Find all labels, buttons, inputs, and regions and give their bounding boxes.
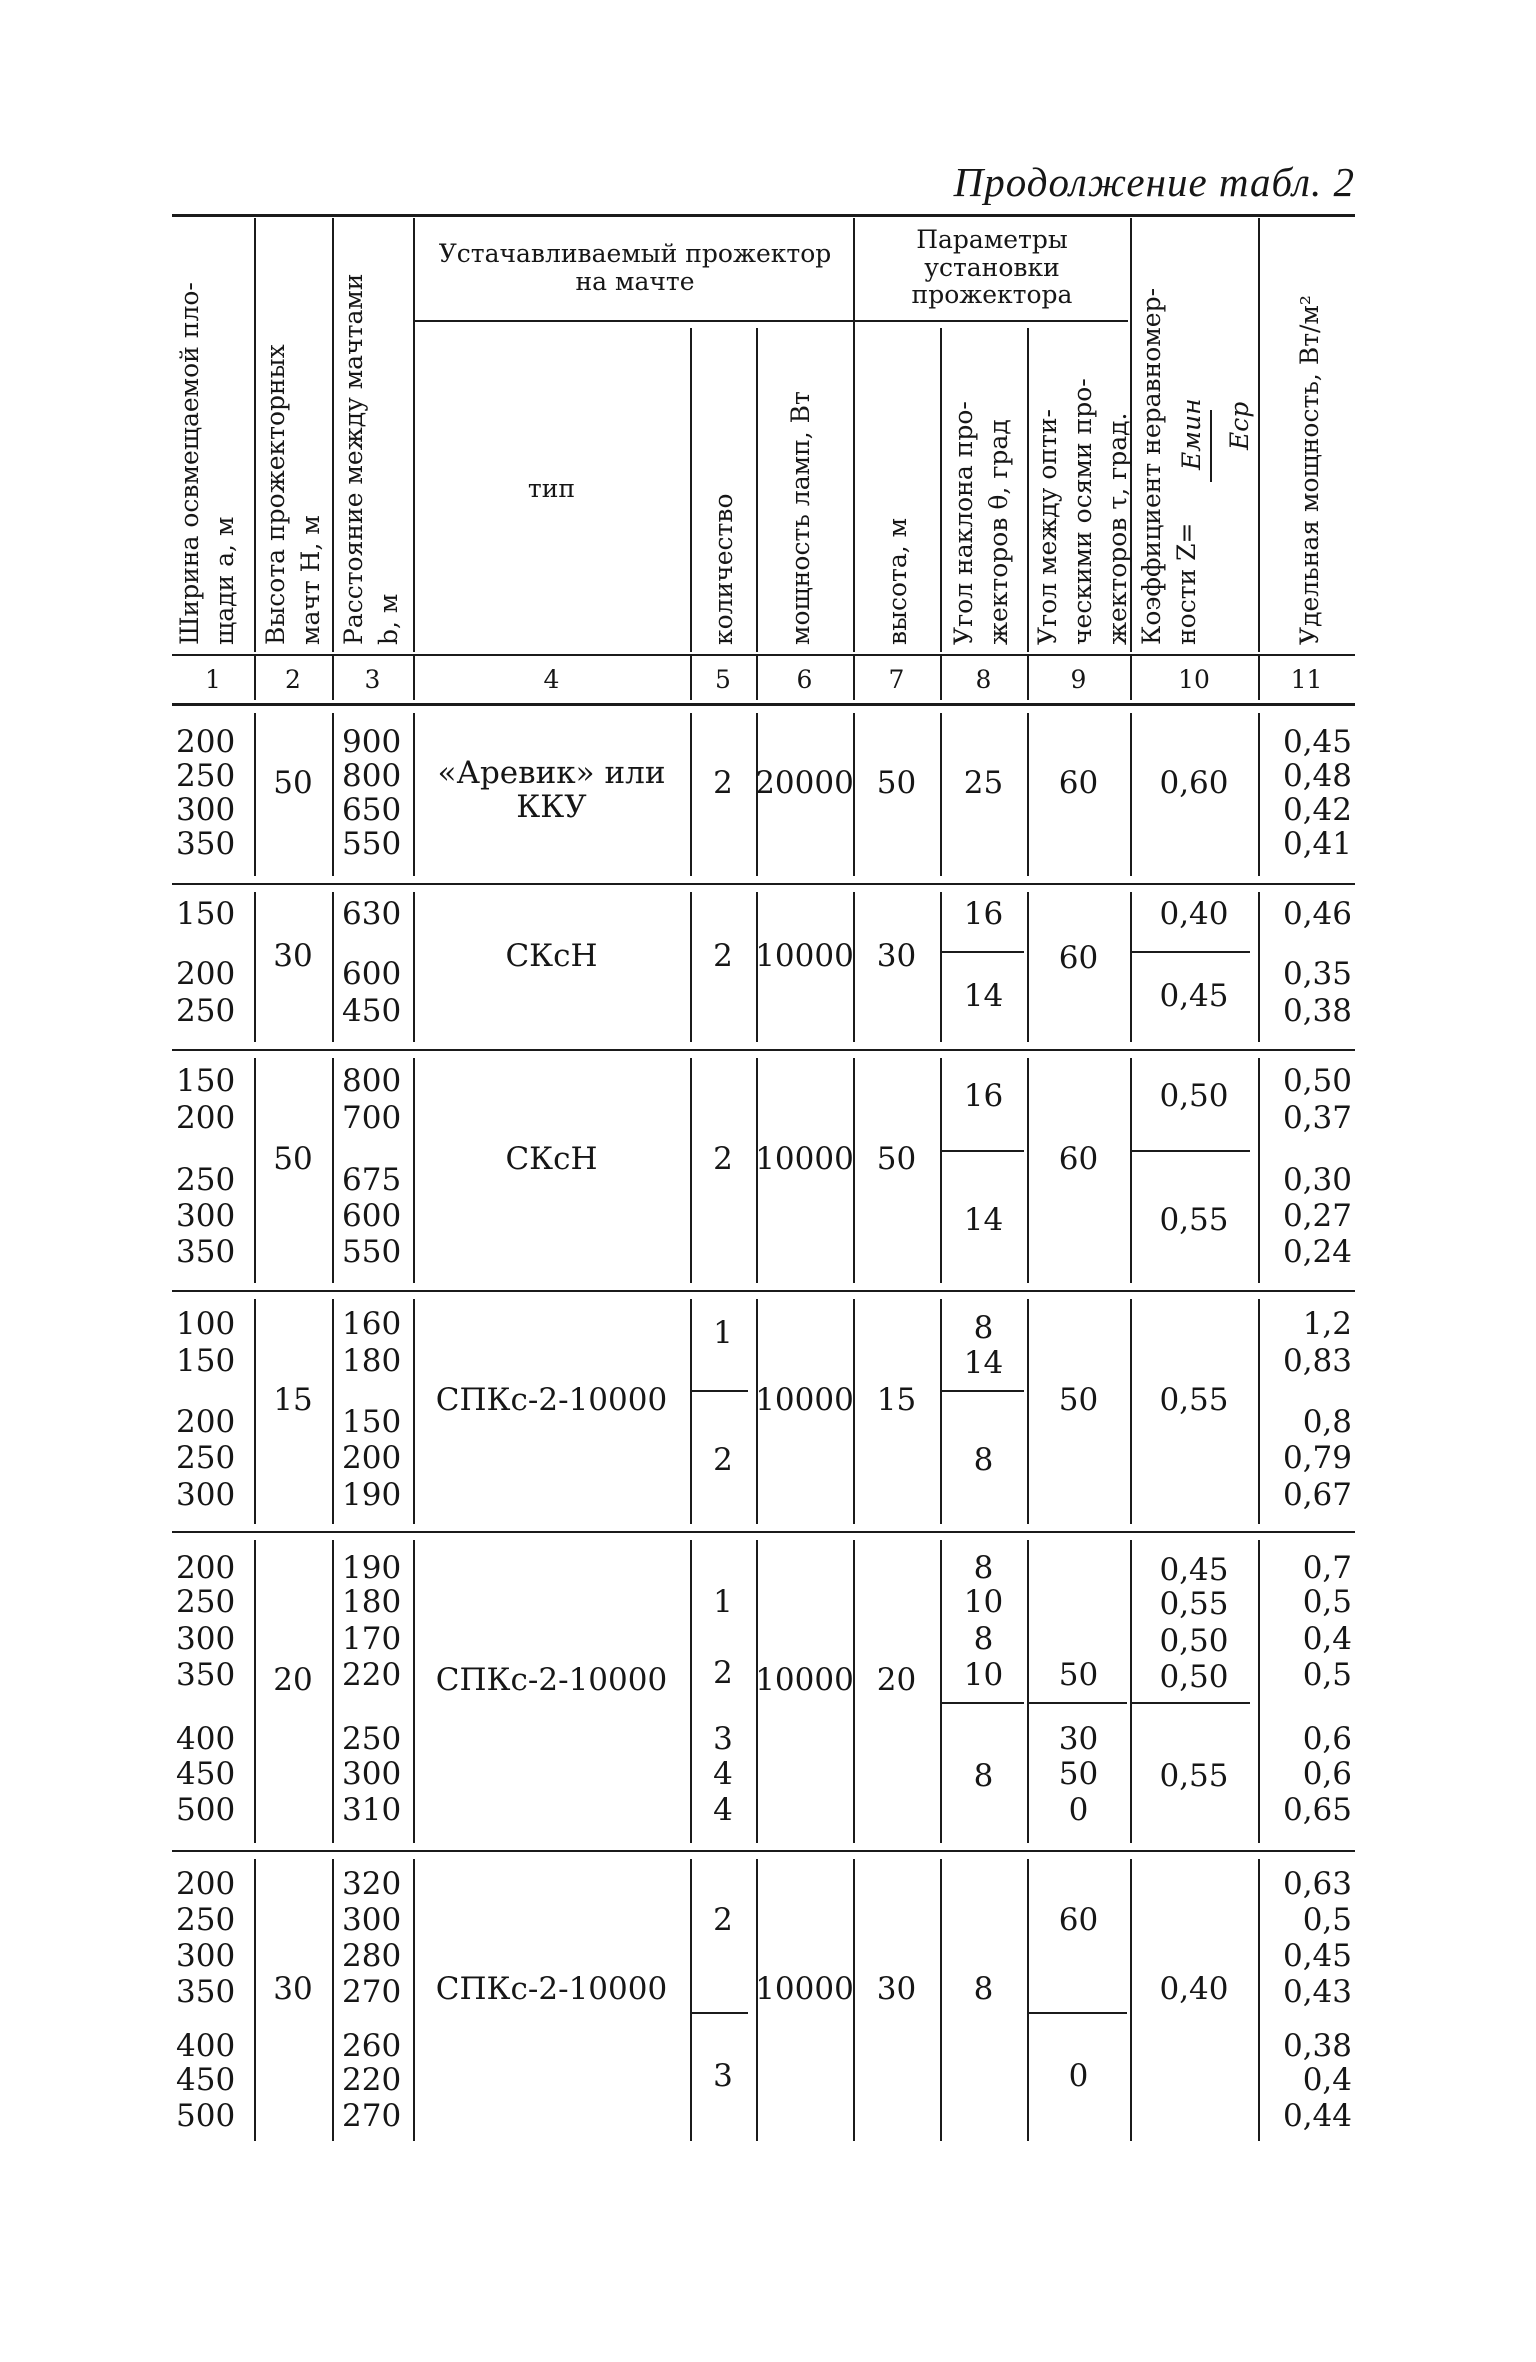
g5-tau-1: 0: [1068, 2057, 1089, 2094]
column-number-9: 9: [1070, 665, 1087, 695]
column-number-7: 7: [888, 665, 905, 695]
g2-b-0: 800: [342, 1062, 402, 1099]
g4-theta-1: 10: [963, 1583, 1004, 1620]
header-projector-group: Устачавливаемый прожектор на мачте: [438, 239, 832, 296]
g4-a-1: 250: [176, 1583, 236, 1620]
g3-w-0: 1,2: [1302, 1305, 1352, 1342]
g5-b-4: 260: [342, 2027, 402, 2064]
g2-w-2: 0,30: [1282, 1161, 1352, 1198]
colnum-vline-9: [1258, 656, 1260, 700]
g4-tau-0: 50: [1058, 1656, 1099, 1693]
g0-qty-0: 2: [713, 765, 733, 802]
header-bottom-rule: [172, 654, 1355, 656]
column-number-4: 4: [543, 665, 560, 695]
colnum-vline-2: [413, 656, 415, 700]
g0-a-2: 300: [176, 791, 236, 828]
g5-w-5: 0,4: [1302, 2061, 1352, 2098]
header-vline-9: [1027, 328, 1029, 652]
g2-z-0: 0,50: [1159, 1077, 1229, 1114]
g0-theta-0: 25: [963, 765, 1004, 802]
g5-b-2: 280: [342, 1937, 402, 1974]
g4-qty-4: 4: [713, 1791, 733, 1828]
colnum-vline-7: [1027, 656, 1029, 700]
header-vline-7: [853, 218, 855, 652]
colnum-vline-8: [1130, 656, 1132, 700]
g5-a-2: 300: [176, 1937, 236, 1974]
header-distance-b: Расстояние между мачтами b, м: [339, 273, 403, 645]
g4-z-3: 0,50: [1159, 1658, 1229, 1695]
g3-theta-2: 8: [973, 1441, 994, 1478]
g4-z-2: 0,50: [1159, 1622, 1229, 1659]
g2-b-4: 550: [342, 1233, 402, 1270]
g4-w-0: 0,7: [1302, 1549, 1352, 1586]
header-vline-2: [254, 218, 256, 652]
group-separator-5: [172, 1850, 1355, 1852]
header-lamp-power: мощность ламп, Вт: [786, 391, 815, 645]
g1-w-0: 0,46: [1282, 895, 1352, 932]
g4-a-6: 500: [176, 1791, 236, 1828]
g3-a-0: 100: [176, 1305, 236, 1342]
g3-w-1: 0,83: [1282, 1342, 1352, 1379]
g2-a-1: 200: [176, 1099, 236, 1136]
g2-theta-1: 14: [963, 1201, 1004, 1238]
header-z-fraction-bar: [1210, 410, 1212, 482]
g1-w-2: 0,38: [1282, 992, 1352, 1029]
g3-b-0: 160: [342, 1305, 402, 1342]
g5-qty-1: 3: [713, 2057, 733, 2094]
header-specific-power: Удельная мощность, Вт/м²: [1295, 295, 1324, 645]
header-nonuniformity-z: Коэффициент неравномер- ности Z=: [1137, 287, 1201, 645]
g1-tau-0: 60: [1058, 939, 1099, 976]
colnum-vline-3: [690, 656, 692, 700]
g3-a-3: 250: [176, 1439, 236, 1476]
g4-a-3: 350: [176, 1656, 236, 1693]
g3-z-0: 0,55: [1159, 1382, 1229, 1419]
g3-height: 15: [876, 1382, 917, 1419]
g4-qty-1: 2: [713, 1654, 733, 1691]
header-width-a: Ширина освмещаемой пло- щади a, м: [175, 282, 239, 645]
g5-a-4: 400: [176, 2027, 236, 2064]
column-number-8: 8: [975, 665, 992, 695]
g4-qty-3: 4: [713, 1755, 733, 1792]
group-separator-1: [172, 883, 1355, 885]
g4-tau-2: 50: [1058, 1755, 1099, 1792]
g4-b-4: 250: [342, 1720, 402, 1757]
g5-z-0: 0,40: [1159, 1970, 1229, 2007]
g5-tau-0: 60: [1058, 1901, 1099, 1938]
g5-type-0: СПКс-2-10000: [435, 1970, 668, 2007]
header-params-group: Параметры установки прожектора: [911, 225, 1073, 309]
g4-qty-0: 1: [713, 1583, 733, 1620]
g3-tau-0: 50: [1058, 1382, 1099, 1419]
g3-b-1: 180: [342, 1342, 402, 1379]
g0-b-0: 900: [342, 723, 402, 760]
g1-H: 30: [273, 937, 313, 974]
g2-a-3: 300: [176, 1197, 236, 1234]
g4-z-4: 0,55: [1159, 1757, 1229, 1794]
g2-qty-0: 2: [713, 1141, 733, 1178]
g3-type-0: СПКс-2-10000: [435, 1382, 668, 1419]
g5-w-2: 0,45: [1282, 1937, 1352, 1974]
g5-b-5: 220: [342, 2061, 402, 2098]
g3-w-3: 0,79: [1282, 1439, 1352, 1476]
g3-w-2: 0,8: [1302, 1403, 1352, 1440]
g5-qty-rule: [692, 2012, 748, 2014]
g0-w-3: 0,41: [1282, 825, 1352, 862]
group-separator-3: [172, 1290, 1355, 1292]
g0-z-0: 0,60: [1159, 765, 1229, 802]
g2-height: 50: [876, 1141, 917, 1178]
g5-b-6: 270: [342, 2097, 402, 2134]
g4-a-5: 450: [176, 1755, 236, 1792]
g1-a-1: 200: [176, 955, 236, 992]
g3-qty-rule: [692, 1390, 748, 1392]
g3-b-4: 190: [342, 1476, 402, 1513]
g4-a-2: 300: [176, 1620, 236, 1657]
g4-theta-4: 8: [973, 1757, 994, 1794]
g5-w-3: 0,43: [1282, 1973, 1352, 2010]
g5-b-0: 320: [342, 1865, 402, 1902]
colnum-vline-4: [756, 656, 758, 700]
g2-power: 10000: [755, 1141, 854, 1178]
header-height-H: Высота прожекторных мачт H, м: [261, 344, 325, 645]
header-mount-height: высота, м: [883, 517, 912, 645]
column-number-1: 1: [205, 665, 221, 695]
g4-w-4: 0,6: [1302, 1720, 1352, 1757]
g2-w-0: 0,50: [1282, 1062, 1352, 1099]
g4-tau-1: 30: [1058, 1720, 1099, 1757]
colnum-vline-6: [940, 656, 942, 700]
g1-a-2: 250: [176, 992, 236, 1029]
g4-theta-3: 10: [963, 1656, 1004, 1693]
column-number-2: 2: [285, 665, 301, 695]
g4-theta-2: 8: [973, 1620, 994, 1657]
g1-z-1: 0,45: [1159, 977, 1229, 1014]
g4-type-0: СПКс-2-10000: [435, 1662, 668, 1699]
column-number-5: 5: [715, 665, 731, 695]
g4-z-rule: [1132, 1702, 1250, 1704]
g2-H: 50: [273, 1141, 313, 1178]
g3-theta-1: 14: [963, 1344, 1004, 1381]
g3-qty-1: 2: [713, 1441, 733, 1478]
g0-type-1: ККУ: [516, 789, 587, 826]
g0-a-1: 250: [176, 757, 236, 794]
column-number-10: 10: [1178, 665, 1210, 695]
g2-tau-0: 60: [1058, 1141, 1099, 1178]
table-top-rule: [172, 214, 1355, 217]
header-vline-6: [756, 328, 758, 652]
column-number-11: 11: [1290, 665, 1323, 695]
g0-power: 20000: [755, 765, 854, 802]
g4-power: 10000: [755, 1662, 854, 1699]
g2-b-2: 675: [342, 1161, 402, 1198]
g3-a-2: 200: [176, 1403, 236, 1440]
g0-b-1: 800: [342, 757, 402, 794]
g4-b-5: 300: [342, 1755, 402, 1792]
g4-z-1: 0,55: [1159, 1585, 1229, 1622]
colnum-vline-1: [332, 656, 334, 700]
g2-w-3: 0,27: [1282, 1197, 1352, 1234]
g4-a-0: 200: [176, 1549, 236, 1586]
g1-height: 30: [876, 937, 917, 974]
g5-a-5: 450: [176, 2061, 236, 2098]
header-z-formula-top: Eмин: [1177, 398, 1206, 470]
header-tilt-theta: Угол наклона про- жекторов θ, град: [949, 401, 1013, 645]
g5-qty-0: 2: [713, 1901, 733, 1938]
g4-height: 20: [876, 1662, 917, 1699]
g1-w-1: 0,35: [1282, 955, 1352, 992]
g2-a-4: 350: [176, 1233, 236, 1270]
table-caption: Продолжение табл. 2: [953, 159, 1355, 205]
g4-b-2: 170: [342, 1620, 402, 1657]
g2-a-0: 150: [176, 1062, 236, 1099]
g5-theta-0: 8: [973, 1970, 994, 2007]
g1-theta-1: 14: [963, 977, 1004, 1014]
g2-theta-0: 16: [963, 1077, 1004, 1114]
g4-w-2: 0,4: [1302, 1620, 1352, 1657]
colnum-vline-0: [254, 656, 256, 700]
g5-w-4: 0,38: [1282, 2027, 1352, 2064]
group-separator-2: [172, 1049, 1355, 1051]
g5-w-1: 0,5: [1302, 1901, 1352, 1938]
g3-a-1: 150: [176, 1342, 236, 1379]
g0-w-0: 0,45: [1282, 723, 1352, 760]
g4-b-6: 310: [342, 1791, 402, 1828]
g4-w-6: 0,65: [1282, 1791, 1352, 1828]
g5-w-6: 0,44: [1282, 2097, 1352, 2134]
g4-theta-rule: [942, 1702, 1024, 1704]
g4-w-5: 0,6: [1302, 1755, 1352, 1792]
header-axis-tau: Угол между опти- ческими осями про- жекторов τ, град.: [1033, 378, 1132, 645]
header-vline-4: [413, 218, 415, 652]
header-z-formula-bottom: Eср: [1225, 401, 1254, 450]
g1-a-0: 150: [176, 895, 236, 932]
g4-z-0: 0,45: [1159, 1551, 1229, 1588]
g2-w-4: 0,24: [1282, 1233, 1352, 1270]
column-number-6: 6: [796, 665, 813, 695]
g5-a-6: 500: [176, 2097, 236, 2134]
g5-a-1: 250: [176, 1901, 236, 1938]
g4-qty-2: 3: [713, 1720, 733, 1757]
g2-type-0: СКсН: [505, 1141, 598, 1178]
g5-H: 30: [273, 1970, 313, 2007]
g1-theta-0: 16: [963, 895, 1004, 932]
g3-H: 15: [273, 1382, 313, 1419]
g1-z-0: 0,40: [1159, 895, 1229, 932]
g0-w-2: 0,42: [1282, 791, 1352, 828]
colnum-bottom-rule: [172, 703, 1355, 706]
g1-z-rule: [1132, 951, 1250, 953]
header-vline-11: [1258, 218, 1260, 652]
column-number-3: 3: [364, 665, 381, 695]
g1-b-1: 600: [342, 955, 402, 992]
g0-b-2: 650: [342, 791, 402, 828]
header-group-rule: [413, 320, 1128, 322]
g3-power: 10000: [755, 1382, 854, 1419]
g1-qty-0: 2: [713, 937, 733, 974]
g4-H: 20: [273, 1662, 313, 1699]
g0-a-0: 200: [176, 723, 236, 760]
header-vline-3: [332, 218, 334, 652]
g2-a-2: 250: [176, 1161, 236, 1198]
g5-b-1: 300: [342, 1901, 402, 1938]
g4-b-0: 190: [342, 1549, 402, 1586]
group-separator-4: [172, 1531, 1355, 1533]
g5-a-3: 350: [176, 1973, 236, 2010]
g0-a-3: 350: [176, 825, 236, 862]
g0-H: 50: [273, 765, 313, 802]
header-vline-8: [940, 328, 942, 652]
g5-b-3: 270: [342, 1973, 402, 2010]
g2-z-rule: [1132, 1150, 1250, 1152]
g0-b-3: 550: [342, 825, 402, 862]
g2-b-3: 600: [342, 1197, 402, 1234]
g2-w-1: 0,37: [1282, 1099, 1352, 1136]
g2-z-1: 0,55: [1159, 1201, 1229, 1238]
header-quantity: количество: [709, 493, 738, 645]
g0-height: 50: [876, 765, 917, 802]
g3-w-4: 0,67: [1282, 1476, 1352, 1513]
g0-tau-0: 60: [1058, 765, 1099, 802]
g4-w-1: 0,5: [1302, 1583, 1352, 1620]
header-type: тип: [527, 474, 576, 504]
g5-power: 10000: [755, 1970, 854, 2007]
g3-a-4: 300: [176, 1476, 236, 1513]
g5-tau-rule: [1029, 2012, 1127, 2014]
g4-a-4: 400: [176, 1720, 236, 1757]
g5-height: 30: [876, 1970, 917, 2007]
g3-qty-0: 1: [713, 1314, 733, 1351]
g5-a-0: 200: [176, 1865, 236, 1902]
g4-w-3: 0,5: [1302, 1656, 1352, 1693]
g1-type-0: СКсН: [505, 937, 598, 974]
g4-b-1: 180: [342, 1583, 402, 1620]
g1-b-0: 630: [342, 895, 402, 932]
g0-type-0: «Аревик» или: [437, 755, 666, 792]
g4-theta-0: 8: [973, 1549, 994, 1586]
colnum-vline-5: [853, 656, 855, 700]
g3-theta-0: 8: [973, 1309, 994, 1346]
g3-b-2: 150: [342, 1403, 402, 1440]
g1-b-2: 450: [342, 992, 402, 1029]
g3-b-3: 200: [342, 1439, 402, 1476]
g0-w-1: 0,48: [1282, 757, 1352, 794]
g2-b-1: 700: [342, 1099, 402, 1136]
g4-tau-rule: [1029, 1702, 1127, 1704]
g4-b-3: 220: [342, 1656, 402, 1693]
g4-tau-3: 0: [1068, 1791, 1089, 1828]
g1-power: 10000: [755, 937, 854, 974]
g5-w-0: 0,63: [1282, 1865, 1352, 1902]
